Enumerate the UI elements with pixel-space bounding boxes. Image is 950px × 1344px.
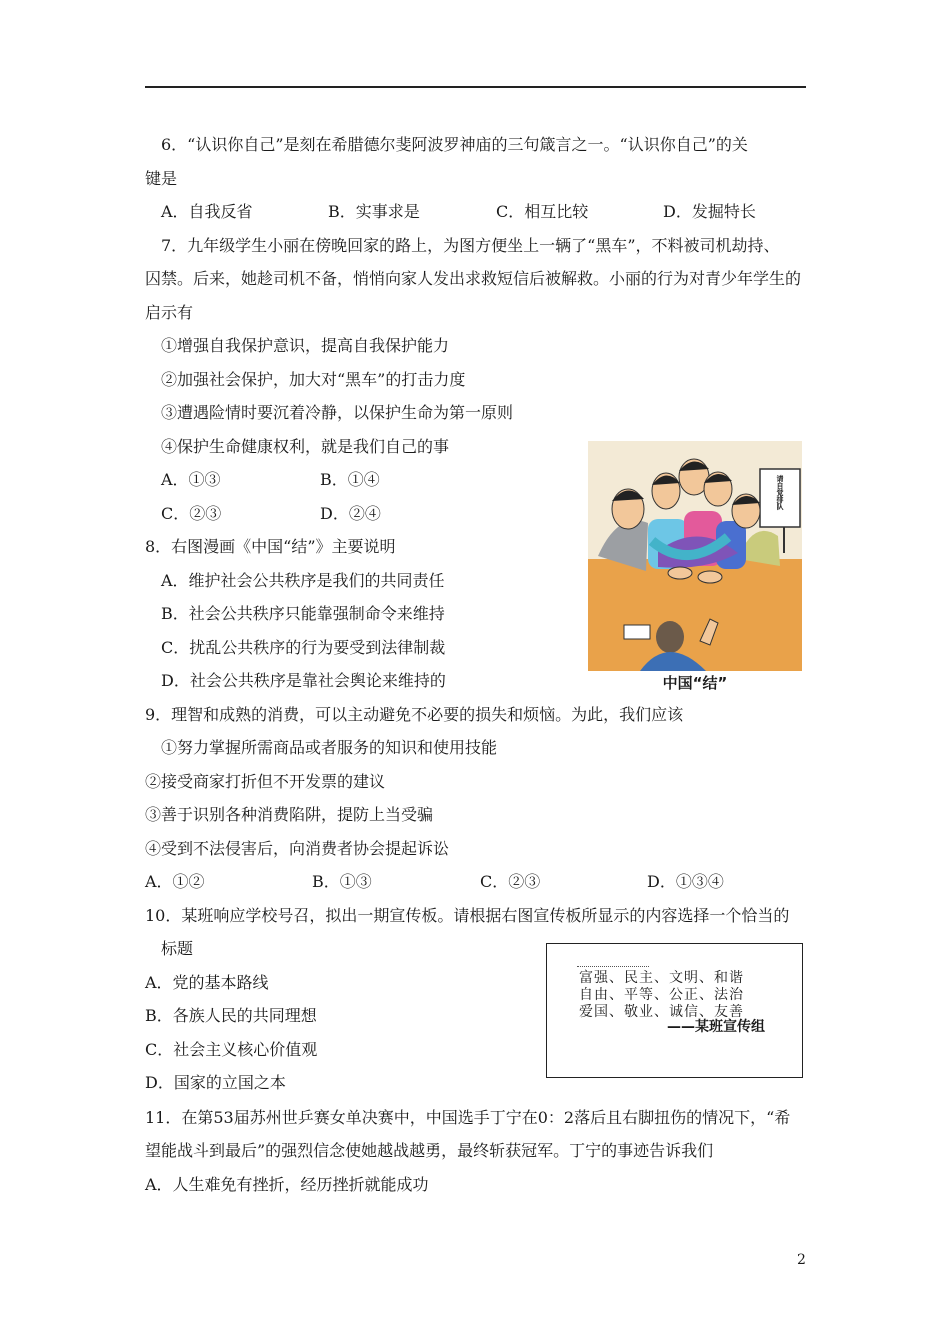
q7-option-b: B．①④ [320,470,380,489]
q9-option-d: D．①③④ [647,872,724,891]
board-line-2: 自由、平等、公正、法治 [579,987,744,1003]
q9-option-a: A．①② [145,872,205,891]
board-line-3: 爱国、敬业、诚信、友善 [579,1004,744,1020]
q7-item-2: ②加强社会保护，加大对“黑车”的打击力度 [161,370,466,389]
q9-item-2: ②接受商家打折但不开发票的建议 [145,772,386,791]
q8-stem: 8．右图漫画《中国“结”》主要说明 [145,537,396,556]
cartoon-sign-text: 请自觉排队 [776,475,784,510]
q9-item-1: ①努力掌握所需商品或者服务的知识和使用技能 [161,738,498,757]
q8-option-c: C．扰乱公共秩序的行为要受到法律制裁 [161,638,446,657]
board-signature: ——某班宣传组 [667,1019,765,1035]
q11-stem-line1: 11．在第53届苏州世乒赛女单决赛中，中国选手丁宁在0：2落后且右脚扭伤的情况下，“希 [145,1108,791,1127]
q7-item-3: ③遭遇险情时要沉着冷静，以保护生命为第一原则 [161,403,514,422]
q8-option-b: B．社会公共秩序只能靠强制命令来维持 [161,604,445,623]
q7-item-4: ④保护生命健康权利，就是我们自己的事 [161,437,450,456]
queue-cartoon [588,441,802,671]
q7-stem-line1: 7．九年级学生小丽在傍晚回家的路上，为图方便坐上一辆了“黑车”，不料被司机劫持、 [161,236,780,255]
board-line-1: 富强、民主、文明、和谐 [579,970,744,986]
q9-option-c: C．②③ [480,872,541,891]
q9-item-3: ③善于识别各种消费陷阱，提防上当受骗 [145,805,434,824]
cartoon-caption: 中国“结” [662,674,728,692]
q8-option-a: A．维护社会公共秩序是我们的共同责任 [161,571,445,590]
q6-option-c: C．相互比较 [496,202,589,221]
q7-stem-line2: 囚禁。后来，她趁司机不备，悄悄向家人发出求救短信后被解救。小丽的行为对青少年学生的 [145,269,802,288]
q10-option-a: A．党的基本路线 [145,973,269,992]
q7-stem-line3: 启示有 [145,303,194,322]
q10-option-d: D．国家的立国之本 [145,1073,286,1092]
q9-stem: 9．理智和成熟的消费，可以主动避免不必要的损失和烦恼。为此，我们应该 [145,705,684,724]
q9-item-4: ④受到不法侵害后，向消费者协会提起诉讼 [145,839,450,858]
q6-option-a: A．自我反省 [161,202,253,221]
q7-option-a: A．①③ [161,470,221,489]
q6-stem-line2: 键是 [145,169,178,188]
q6-option-d: D．发掘特长 [663,202,756,221]
board-dotted-line [577,966,649,967]
propaganda-board [546,943,803,1078]
q6-option-b: B．实事求是 [328,202,420,221]
q10-stem-line2: 标题 [161,939,194,958]
page-number: 2 [797,1252,806,1268]
header-rule [145,86,806,88]
q11-option-a: A．人生难免有挫折，经历挫折就能成功 [145,1175,429,1194]
cartoon-illustration [588,441,802,671]
q9-option-b: B．①③ [312,872,372,891]
q8-option-d: D．社会公共秩序是靠社会舆论来维持的 [161,671,446,690]
q7-option-c: C．②③ [161,504,222,523]
q7-item-1: ①增强自我保护意识，提高自我保护能力 [161,336,450,355]
q6-stem-line1: 6．“认识你自己”是刻在希腊德尔斐阿波罗神庙的三句箴言之一。“认识你自己”的关 [161,135,748,154]
q10-option-c: C．社会主义核心价值观 [145,1040,318,1059]
q11-stem-line2: 望能战斗到最后”的强烈信念使她越战越勇，最终斩获冠军。丁宁的事迹告诉我们 [145,1141,714,1160]
q7-option-d: D．②④ [320,504,381,523]
q10-option-b: B．各族人民的共同理想 [145,1006,317,1025]
q10-stem-line1: 10．某班响应学校号召，拟出一期宣传板。请根据右图宣传板所显示的内容选择一个恰当的 [145,906,790,925]
